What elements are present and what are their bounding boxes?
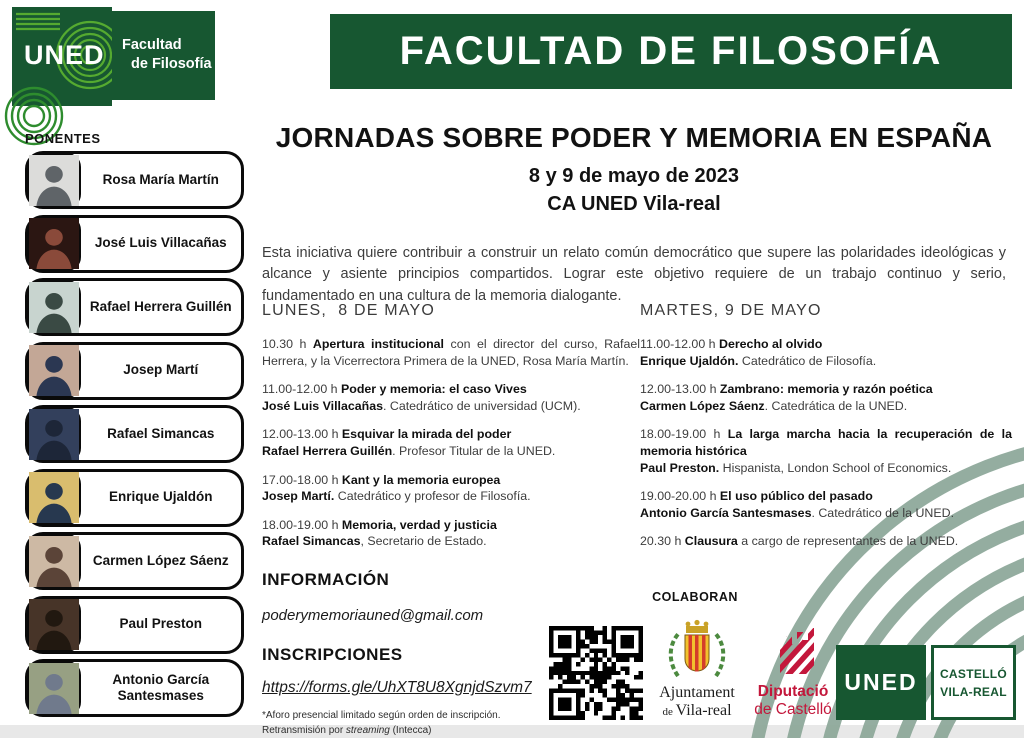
monday-header: LUNES, 8 DE MAYO: [262, 302, 436, 319]
speaker-photo: [27, 661, 81, 716]
qr-code: [549, 626, 643, 720]
tuesday-slots: [640, 336, 1012, 550]
speaker-card: [25, 596, 244, 654]
collaborators-heading: COLABORAN: [652, 590, 738, 604]
speaker-name: Carmen López Sáenz: [92, 552, 229, 568]
schedule-item: 10.30 h Apertura institucional con el director del curso, Rafael Herrera, y la Vicerrectora Primera de la UNED, Rosa María Martín.: [262, 337, 640, 368]
speaker-name: José Luis Villacañas: [94, 235, 227, 251]
faculty-logo-text: [122, 36, 212, 74]
speaker-card: [25, 469, 244, 527]
speaker-name: Antonio García Santesmases: [112, 671, 210, 703]
schedule-item: 18.00-19.00 h La larga marcha hacia la recuperación de la memoria histórica Paul Preston. Hispanista, London School of Economics.: [640, 427, 1012, 475]
speaker-photo: [27, 407, 81, 462]
footnote-line1: *Aforo presencial limitado según orden de inscripción.: [262, 710, 501, 722]
speaker-photo: [27, 597, 81, 652]
diputacio-emblem-icon: [750, 624, 836, 680]
castello-vila-real-badge: [931, 645, 1016, 720]
speaker-name: Rafael Herrera Guillén: [89, 298, 232, 314]
speaker-photo: [27, 280, 81, 335]
event-venue: CA UNED Vila-real: [547, 193, 721, 215]
speaker-photo: [27, 153, 81, 208]
contact-email: poderymemoriauned@gmail.com: [262, 607, 484, 625]
speaker-name: Josep Martí: [123, 362, 199, 378]
speaker-card: [25, 215, 244, 273]
speaker-card: [25, 532, 244, 590]
speaker-card: [25, 659, 244, 717]
schedule-item: 18.00-19.00 h Memoria, verdad y justicia Rafael Simancas, Secretario de Estado.: [262, 517, 497, 549]
faculty-line2: de Filosofía: [131, 55, 212, 72]
ajuntament-vila-real-logo: [648, 618, 746, 720]
diputacio-region: de Castelló: [754, 701, 832, 718]
speaker-card: [25, 278, 244, 336]
speaker-card: [25, 405, 244, 463]
speaker-photo: [27, 216, 81, 271]
uned-center-logo: UNED: [836, 645, 926, 720]
speaker-card: [25, 151, 244, 209]
inscriptions-heading: INSCRIPCIONES: [262, 645, 403, 665]
information-heading: INFORMACIÓN: [262, 570, 390, 590]
schedule-item: 20.30 h Clausura a cargo de representantes de la UNED.: [640, 534, 959, 549]
speaker-photo: [27, 534, 81, 589]
footnote-line2-prefix: Retransmisión por: [262, 725, 346, 737]
castello-line1: CASTELLÓ: [939, 666, 1008, 681]
speaker-card: [25, 342, 244, 400]
speaker-photo: [27, 470, 81, 525]
speakers-list: [25, 151, 244, 723]
ajuntament-city: de Vila-real: [662, 702, 732, 719]
speaker-name: Enrique Ujaldón: [108, 489, 213, 505]
schedule-tuesday: [640, 302, 1012, 562]
monday-slots: [262, 336, 640, 550]
faculty-line1: Facultad: [122, 37, 182, 53]
banner-title: FACULTAD DE FILOSOFÍA: [399, 29, 943, 73]
speakers-heading: PONENTES: [25, 131, 101, 146]
speaker-name: Rafael Simancas: [107, 425, 215, 441]
speaker-name: Rosa María Martín: [102, 171, 219, 187]
speaker-photo: [27, 343, 81, 398]
schedule-item: 11.00-12.00 h Poder y memoria: el caso Vives José Luis Villacañas. Catedrático de universidad (UCM).: [262, 382, 581, 413]
footnote-streaming: streaming: [345, 725, 390, 737]
banner: [330, 14, 1012, 89]
diputacio-name: Diputació: [757, 683, 829, 700]
schedule-item: 17.00-18.00 h Kant y la memoria europea Josep Martí. Catedrático y profesor de Filosofía.: [262, 472, 531, 504]
speaker-name: Paul Preston: [119, 616, 203, 632]
event-date: 8 y 9 de mayo de 2023: [528, 165, 740, 187]
ajuntament-coat-of-arms-icon: [648, 618, 746, 682]
uned-wordmark: UNED: [24, 40, 105, 70]
castello-line2: VILA-REAL: [940, 684, 1007, 699]
tuesday-header: MARTES, 9 DE MAYO: [640, 302, 822, 319]
schedule-item: 12.00-13.00 h Esquivar la mirada del poder Rafael Herrera Guillén. Profesor Titular de la UNED.: [262, 427, 556, 459]
ajuntament-name: Ajuntament: [659, 684, 735, 701]
diputacio-castello-logo: [750, 624, 836, 719]
intro-paragraph: Esta iniciativa quiere contribuir a construir un relato común democrático que supere las polaridades ideológicas y alcance y asiente principios compartidos. Lograr este objetivo requiere de un trabajo continuo y serio, fundamentado en una cultura de la memoria dialogante.: [262, 244, 1006, 304]
schedule-item: 12.00-13.00 h Zambrano: memoria y razón poética Carmen López Sáenz. Catedrática de la UNED.: [640, 382, 933, 413]
footnote-line2-suffix: (Intecca): [389, 725, 432, 737]
event-title: JORNADAS SOBRE PODER Y MEMORIA EN ESPAÑA: [275, 122, 993, 153]
registration-link[interactable]: https://forms.gle/UhXT8U8XgnjdSzvm7: [262, 679, 532, 697]
schedule-item: 19.00-20.00 h El uso público del pasado Antonio García Santesmases. Catedrático de la UNED.: [640, 489, 955, 520]
schedule-item: 11.00-12.00 h Derecho al olvido Enrique Ujaldón. Catedrático de Filosofía.: [640, 337, 877, 368]
